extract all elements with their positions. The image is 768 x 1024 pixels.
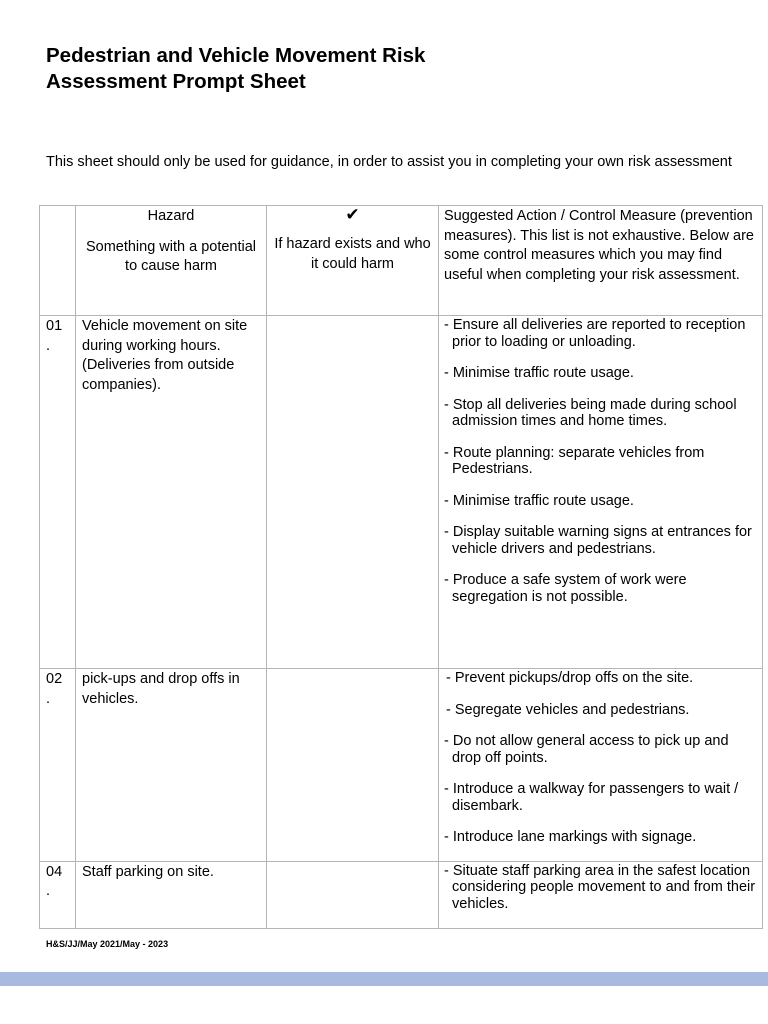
row-number-cell bbox=[40, 669, 76, 862]
action-list bbox=[444, 863, 756, 913]
action-item: - Minimise traffic route usage. bbox=[444, 365, 634, 381]
action-item: - Stop all deliveries being made during school admission times and home times. bbox=[444, 396, 737, 429]
row-number-dot: . bbox=[46, 690, 51, 707]
row-action-cell bbox=[439, 669, 763, 862]
checkmark-icon: ✔ bbox=[345, 205, 360, 224]
table-row bbox=[40, 316, 763, 669]
table-row bbox=[40, 861, 763, 928]
header-hazard-cell bbox=[76, 206, 267, 316]
header-check-subtitle: If hazard exists and who it could harm bbox=[274, 236, 431, 272]
risk-assessment-table bbox=[39, 205, 763, 929]
table-header-row bbox=[40, 206, 763, 316]
footer-color-band bbox=[0, 972, 768, 986]
row-hazard-cell: Vehicle movement on site during working hours. (Deliveries from outside companies). bbox=[76, 316, 267, 669]
header-hazard-subtitle: Something with a potential to cause harm bbox=[85, 238, 257, 274]
row-action-cell bbox=[439, 316, 763, 669]
action-item: - Introduce lane markings with signage. bbox=[444, 829, 697, 845]
intro-text: This sheet should only be used for guidance, in order to assist you in completing your own risk assessment bbox=[46, 154, 732, 170]
action-item: - Introduce a walkway for passengers to wait / disembark. bbox=[444, 781, 739, 814]
row-check-cell bbox=[267, 316, 439, 669]
title-line-1: Pedestrian and Vehicle Movement Risk bbox=[46, 44, 426, 67]
table-row bbox=[40, 669, 763, 862]
row-number-cell bbox=[40, 316, 76, 669]
action-item: - Segregate vehicles and pedestrians. bbox=[446, 701, 690, 718]
action-item: - Ensure all deliveries are reported to reception prior to loading or unloading. bbox=[444, 317, 746, 350]
row-action-cell bbox=[439, 861, 763, 928]
row-number: 02 bbox=[46, 671, 63, 687]
action-item: - Do not allow general access to pick up and drop off points. bbox=[444, 733, 729, 766]
document-title bbox=[46, 43, 726, 95]
row-number-cell bbox=[40, 861, 76, 928]
action-item: - Prevent pickups/drop offs on the site. bbox=[446, 670, 694, 686]
row-hazard-cell: pick-ups and drop offs in vehicles. bbox=[76, 669, 267, 862]
header-check-cell bbox=[267, 206, 439, 316]
action-list bbox=[444, 317, 756, 605]
action-item: - Display suitable warning signs at entrances for vehicle drivers and pedestrians. bbox=[444, 524, 752, 557]
row-number: 01 bbox=[46, 318, 63, 334]
row-check-cell bbox=[267, 861, 439, 928]
title-line-2: Assessment Prompt Sheet bbox=[46, 70, 306, 93]
header-hazard-title: Hazard bbox=[147, 208, 195, 224]
row-number-dot: . bbox=[46, 337, 51, 354]
row-check-cell bbox=[267, 669, 439, 862]
row-number: 04 bbox=[46, 863, 63, 880]
action-item: - Route planning: separate vehicles from Pedestrians. bbox=[444, 444, 705, 477]
header-action-cell: Suggested Action / Control Measure (prevention measures). This list is not exhaustive. Below are some control measures which you may find useful when completing your risk assessment. bbox=[439, 206, 763, 316]
footer-reference: H&S/JJ/May 2021/May - 2023 bbox=[46, 939, 169, 949]
action-item: - Produce a safe system of work were segregation is not possible. bbox=[444, 572, 687, 605]
action-list bbox=[444, 670, 756, 846]
action-item: - Situate staff parking area in the safest location considering people movement to and from their vehicles. bbox=[444, 862, 756, 912]
header-number-cell bbox=[40, 206, 76, 316]
action-item: - Minimise traffic route usage. bbox=[444, 492, 634, 509]
row-number-dot: . bbox=[46, 883, 51, 899]
row-hazard-cell: Staff parking on site. bbox=[76, 861, 267, 928]
